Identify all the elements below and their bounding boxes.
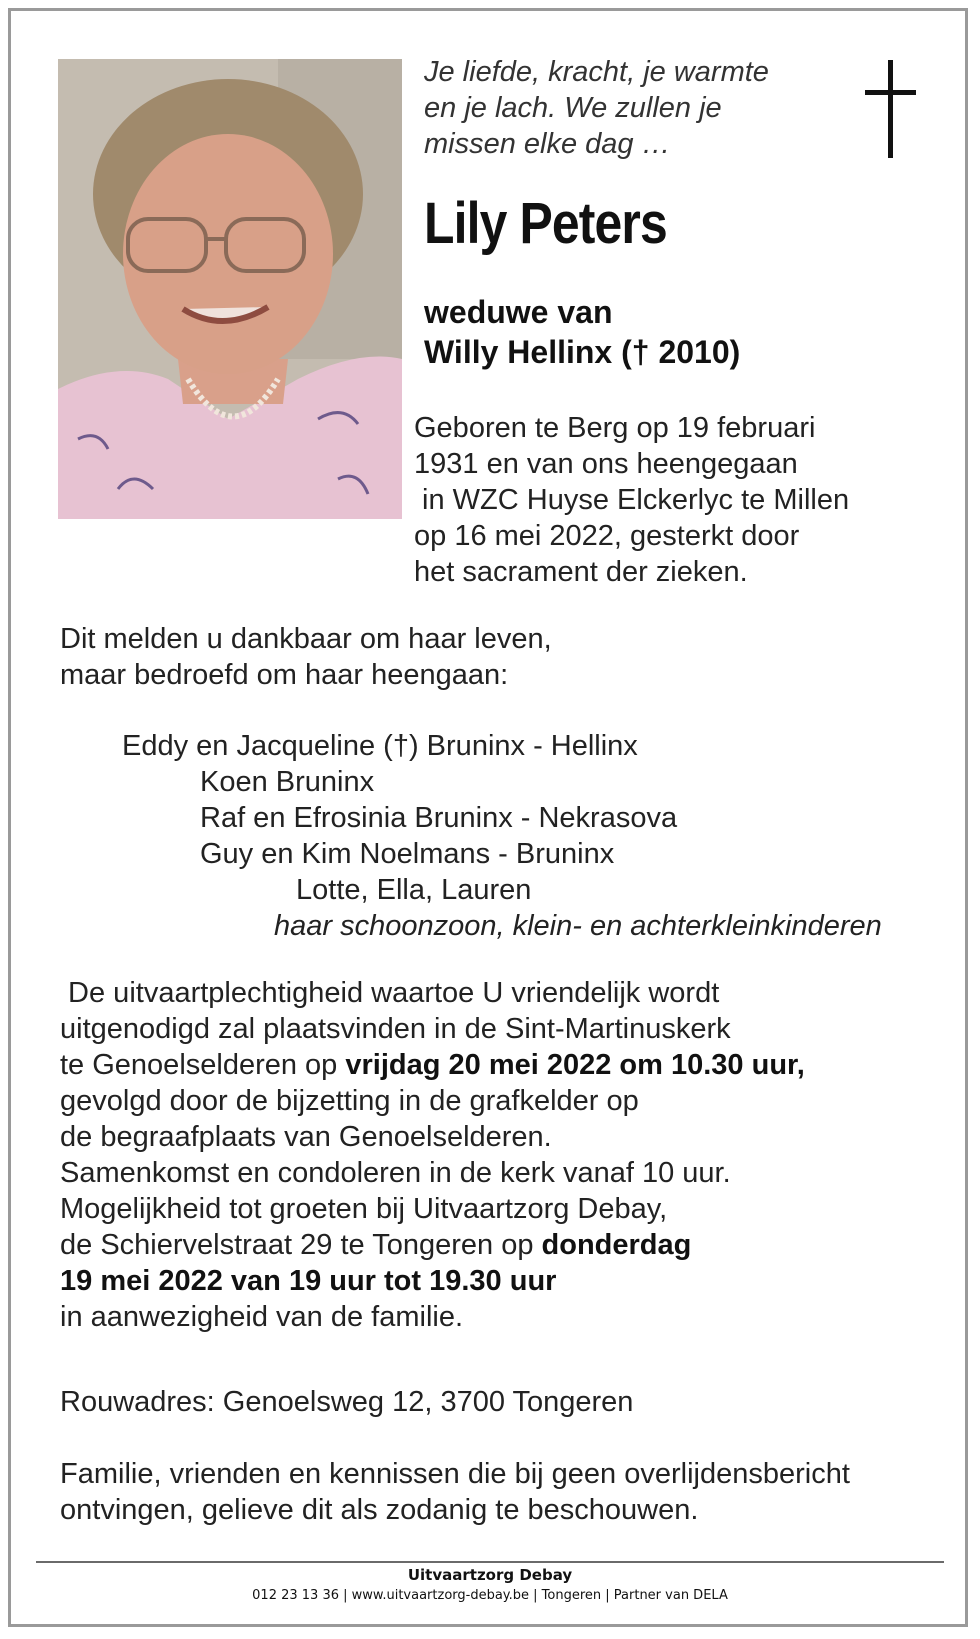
mourning-address: Rouwadres: Genoelsweg 12, 3700 Tongeren [60,1386,634,1418]
funeral-line [60,1263,805,1299]
funeral-line [60,1227,805,1263]
quote-line: Je liefde, kracht, je warmte [424,56,769,88]
family-line: Lotte, Ella, Lauren [296,874,532,906]
footer-company: Uitvaartzorg Debay [407,1566,573,1584]
funeral-line: Mogelijkheid tot groeten bij Uitvaartzorg Debay, [60,1193,668,1225]
spouse-label: weduwe van [424,294,613,330]
funeral-line [60,1047,805,1083]
deceased-name: Lily Peters [424,191,667,256]
funeral-line: De uitvaartplechtigheid waartoe U vriendelijk wordt [60,977,720,1009]
footer-divider [36,1561,944,1563]
announcement [60,621,552,693]
funeral-details [60,975,805,1335]
funeral-line: Samenkomst en condoleren in de kerk vanaf 10 uur. [60,1157,731,1189]
visitation-date: 19 mei 2022 van 19 uur tot 19.30 uur [60,1265,557,1297]
detail-line: het sacrament der zieken. [414,556,748,588]
footer-contact: 012 23 13 36 | www.uitvaartzorg-debay.be | Tongeren | Partner van DELA [252,1588,728,1603]
funeral-line: uitgenodigd zal plaatsvinden in de Sint-Martinuskerk [60,1013,731,1045]
detail-line: in WZC Huyse Elckerlyc te Millen [414,484,850,516]
family-line: Koen Bruninx [200,766,375,798]
detail-line: Geboren te Berg op 19 februari [414,412,816,444]
portrait-photo [58,59,402,519]
funeral-text: te Genoelselderen op [60,1049,346,1081]
announcement-line: Dit melden u dankbaar om haar leven, [60,623,552,655]
spouse-name: Willy Hellinx († 2010) [424,334,741,370]
announcement-line: maar bedroefd om haar heengaan: [60,659,509,691]
closing-line: ontvingen, gelieve dit als zodanig te beschouwen. [60,1494,699,1526]
detail-line: op 16 mei 2022, gesterkt door [414,520,800,552]
closing-line: Familie, vrienden en kennissen die bij geen overlijdensbericht [60,1458,850,1490]
funeral-date: vrijdag 20 mei 2022 om 10.30 uur, [345,1049,805,1081]
funeral-line: gevolgd door de bijzetting in de grafkelder op [60,1085,639,1117]
spouse-info [424,292,740,372]
family-line: Eddy en Jacqueline (†) Bruninx - Hellinx [122,730,638,762]
quote-line: en je lach. We zullen je [424,92,722,124]
family-line: Guy en Kim Noelmans - Bruninx [200,838,615,870]
closing-note [60,1456,850,1528]
visitation-day: donderdag [541,1229,692,1261]
funeral-line: de begraafplaats van Genoelselderen. [60,1121,552,1153]
detail-line: 1931 en van ons heengegaan [414,448,798,480]
cross-icon [862,60,922,165]
memorial-quote [424,54,824,162]
funeral-line: in aanwezigheid van de familie. [60,1301,464,1333]
birth-death-details [414,410,849,590]
family-relation-caption: haar schoonzoon, klein- en achterkleinkinderen [274,910,882,942]
family-line: Raf en Efrosinia Bruninx - Nekrasova [200,802,678,834]
quote-line: missen elke dag … [424,128,671,160]
funeral-text: de Schiervelstraat 29 te Tongeren op [60,1229,542,1261]
